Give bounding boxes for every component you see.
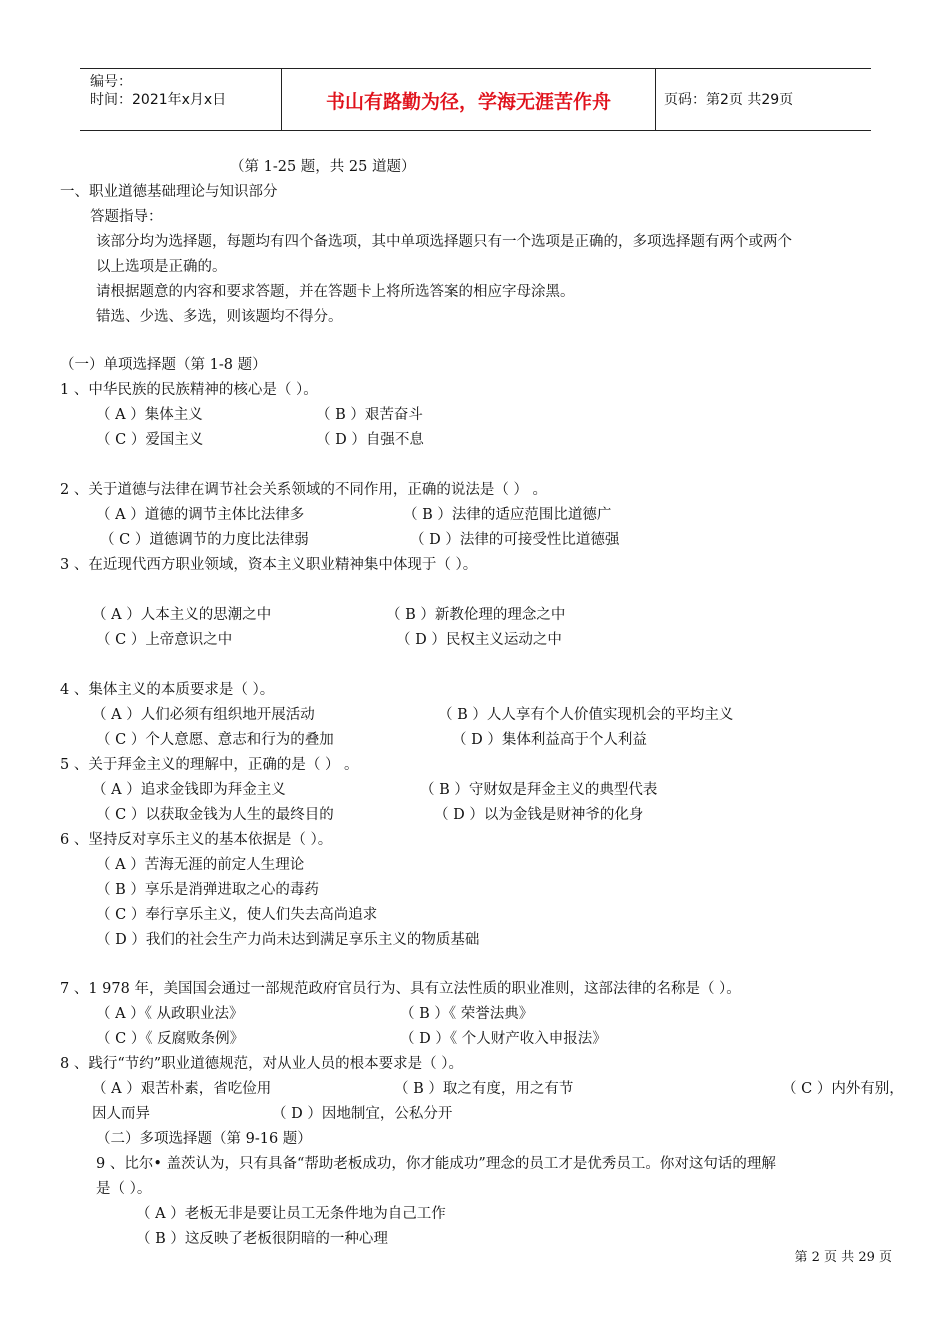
text-line: 答题指导： <box>90 209 163 225</box>
text-line: （ C ）上帝意识之中 <box>96 632 233 648</box>
text-line: （ A ）追求金钱即为拜金主义 <box>92 782 286 798</box>
text-line: （ D ）我们的社会生产力尚未达到满足享乐主义的物质基础 <box>96 932 480 948</box>
text-line: （ C ）内外有别， <box>782 1081 904 1097</box>
text-line: （ C ）以获取金钱为人生的最终目的 <box>96 807 334 823</box>
text-line: （ D ）自强不息 <box>316 432 424 448</box>
text-line: （ A ）艰苦朴素，省吃俭用 <box>92 1081 272 1097</box>
text-line: （ A ）人本主义的思潮之中 <box>92 607 272 623</box>
text-line: 因人而异 <box>92 1106 150 1122</box>
text-line: 一、职业道德基础理论与知识部分 <box>60 184 278 200</box>
text-line: （ C ）《 反腐败条例》 <box>96 1031 245 1047</box>
text-line: （二）多项选择题（第 9-16 题） <box>96 1131 312 1147</box>
header-divider <box>655 69 656 130</box>
text-line: 是（ ）。 <box>96 1181 152 1197</box>
text-line: （第 1-25 题，共 25 道题） <box>230 159 416 175</box>
text-line: （ C ）道德调节的力度比法律弱 <box>100 532 309 548</box>
text-line: 5 、关于拜金主义的理解中，正确的是（ ） 。 <box>60 757 359 773</box>
text-line: （ B ）这反映了老板很阴暗的一种心理 <box>136 1231 388 1247</box>
time-label: 时间：2021年x月x日 <box>90 92 227 108</box>
text-line: 请根据题意的内容和要求答题，并在答题卡上将所选答案的相应字母涂黑。 <box>96 284 575 300</box>
text-line: 1 、中华民族的民族精神的核心是（ ）。 <box>60 382 318 398</box>
page-footer: 第 2 页 共 29 页 <box>794 1250 892 1265</box>
text-line: （ B ）新教伦理的理念之中 <box>386 607 566 623</box>
text-line: （ C ）爱国主义 <box>96 432 204 448</box>
text-line: （ B ）享乐是消弹进取之心的毒药 <box>96 882 319 898</box>
text-line: 6 、坚持反对享乐主义的基本依据是（ ）。 <box>60 832 333 848</box>
text-line: （ B ）法律的适应范围比道德广 <box>403 507 612 523</box>
text-line: （ A ）道德的调节主体比法律多 <box>96 507 305 523</box>
text-line: （ A ）集体主义 <box>96 407 203 423</box>
text-line: （ A ）人们必须有组织地开展活动 <box>92 707 315 723</box>
header-motto: 书山有路勤为径，学海无涯苦作舟 <box>325 91 611 113</box>
header-meta <box>90 73 226 109</box>
text-line: （ A ）老板无非是要让员工无条件地为自己工作 <box>136 1206 446 1222</box>
text-line: 以上选项是正确的。 <box>96 259 227 275</box>
text-line: （ C ）奉行享乐主义，使人们失去高尚追求 <box>96 907 378 923</box>
text-line: （ B ）取之有度，用之有节 <box>394 1081 574 1097</box>
text-line: （ A ）苦海无涯的前定人生理论 <box>96 857 305 873</box>
text-line: 错选、少选、多选，则该题均不得分。 <box>96 309 343 325</box>
number-label: 编号： <box>90 74 132 90</box>
text-line: （一）单项选择题（第 1-8 题） <box>60 357 267 373</box>
text-line: 4 、集体主义的本质要求是（ ）。 <box>60 682 275 698</box>
text-line: （ B ）人人享有个人价值实现机会的平均主义 <box>438 707 734 723</box>
text-line: 7 、1 978 年，美国国会通过一部规范政府官员行为、具有立法性质的职业准则，这部法律的名称是（ ）。 <box>60 981 741 997</box>
text-line: （ D ）法律的可接受性比道德强 <box>410 532 620 548</box>
text-line: （ B ）艰苦奋斗 <box>316 407 423 423</box>
text-line: （ D ）集体利益高于个人利益 <box>452 732 647 748</box>
text-line: （ A ）《 从政职业法》 <box>96 1006 244 1022</box>
text-line: （ B ）守财奴是拜金主义的典型代表 <box>420 782 658 798</box>
text-line: 8 、践行“节约”职业道德规范，对从业人员的根本要求是（ ）。 <box>60 1056 464 1072</box>
text-line: （ B ）《 荣誉法典》 <box>400 1006 534 1022</box>
text-line: 9 、比尔• 盖茨认为，只有具备“帮助老板成功，你才能成功”理念的员工才是优秀员工。你对这句话的理解 <box>96 1156 776 1172</box>
text-line: （ C ）个人意愿、意志和行为的叠加 <box>96 732 334 748</box>
text-line: 2 、关于道德与法律在调节社会关系领域的不同作用，正确的说法是（ ） 。 <box>60 482 548 498</box>
text-line: 该部分均为选择题，每题均有四个备选项，其中单项选择题只有一个选项是正确的，多项选择题有两个或两个 <box>96 234 792 250</box>
header-page-number: 页码：第2页 共29页 <box>664 92 794 108</box>
text-line: （ D ）《 个人财产收入申报法》 <box>400 1031 607 1047</box>
text-line: 3 、在近现代西方职业领域，资本主义职业精神集中体现于（ ）。 <box>60 557 478 573</box>
text-line: （ D ）民权主义运动之中 <box>396 632 562 648</box>
text-line: （ D ）以为金钱是财神爷的化身 <box>434 807 644 823</box>
text-line: （ D ）因地制宜，公私分开 <box>272 1106 453 1122</box>
page-header <box>80 68 871 131</box>
